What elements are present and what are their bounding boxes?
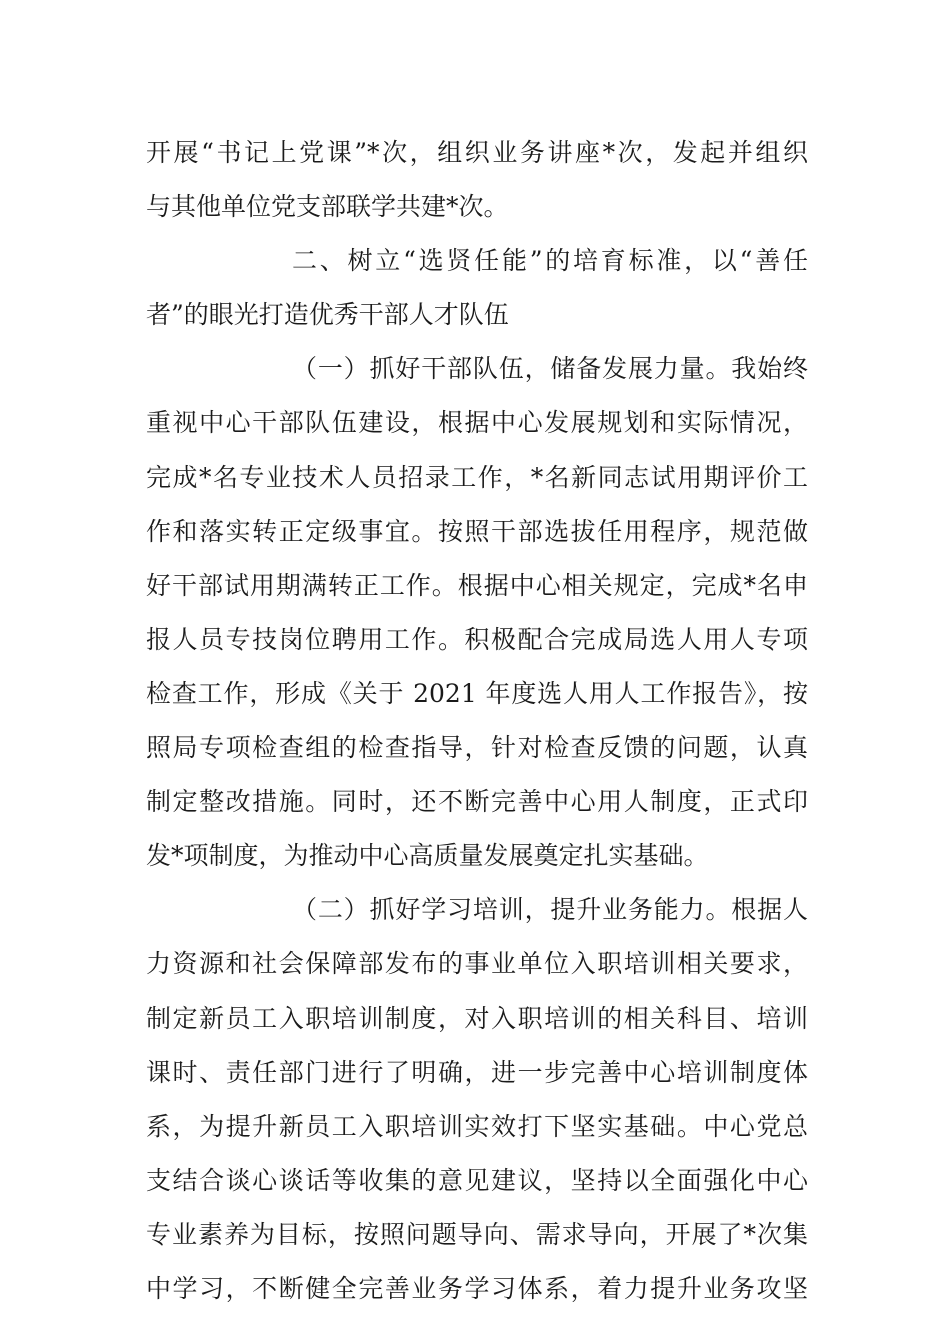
document-body	[146, 126, 808, 1316]
text-line: 发*项制度，为推动中心高质量发展奠定扎实基础。	[146, 841, 709, 871]
text-line: 者”的眼光打造优秀干部人才队伍	[146, 300, 509, 330]
text-line: 系，为提升新员工入职培训实效打下坚实基础。中心党总	[146, 1111, 808, 1141]
text-line: （一）抓好干部队伍，储备发展力量。我始终	[292, 354, 808, 384]
text-line: 检查工作，形成《关于 2021 年度选人用人工作报告》，按	[146, 678, 808, 708]
text-line: （二）抓好学习培训，提升业务能力。根据人	[292, 895, 808, 925]
text-line: 制定新员工入职培训制度，对入职培训的相关科目、培训	[146, 1003, 808, 1033]
text-line: 报人员专技岗位聘用工作。积极配合完成局选人用人专项	[146, 624, 808, 654]
paragraph-cadre-team	[146, 342, 808, 883]
text-line: 照局专项检查组的检查指导，针对检查反馈的问题，认真	[146, 733, 808, 763]
text-line: 开展“书记上党课”*次，组织业务讲座*次，发起并组织	[146, 138, 808, 167]
paragraph-intro-end	[146, 126, 808, 234]
text-line: 二、树立“选贤任能”的培育标准，以“善任	[292, 246, 808, 276]
text-line: 完成*名专业技术人员招录工作，*名新同志试用期评价工	[146, 462, 808, 492]
text-line: 好干部试用期满转正工作。根据中心相关规定，完成*名申	[146, 570, 808, 600]
section-heading	[146, 234, 808, 342]
text-line: 力资源和社会保障部发布的事业单位入职培训相关要求，	[146, 949, 808, 979]
text-line: 课时、责任部门进行了明确，进一步完善中心培训制度体	[146, 1057, 808, 1087]
text-line: 重视中心干部队伍建设，根据中心发展规划和实际情况，	[146, 408, 808, 438]
text-line: 支结合谈心谈话等收集的意见建议，坚持以全面强化中心	[146, 1165, 808, 1195]
text-line: 专业素养为目标，按照问题导向、需求导向，开展了*次集	[146, 1219, 808, 1249]
paragraph-training	[146, 883, 808, 1316]
text-line: 中学习，不断健全完善业务学习体系，着力提升业务攻坚	[146, 1273, 808, 1303]
text-line: 作和落实转正定级事宜。按照干部选拔任用程序，规范做	[146, 516, 808, 546]
text-line: 制定整改措施。同时，还不断完善中心用人制度，正式印	[146, 787, 808, 817]
text-line: 与其他单位党支部联学共建*次。	[146, 192, 509, 222]
